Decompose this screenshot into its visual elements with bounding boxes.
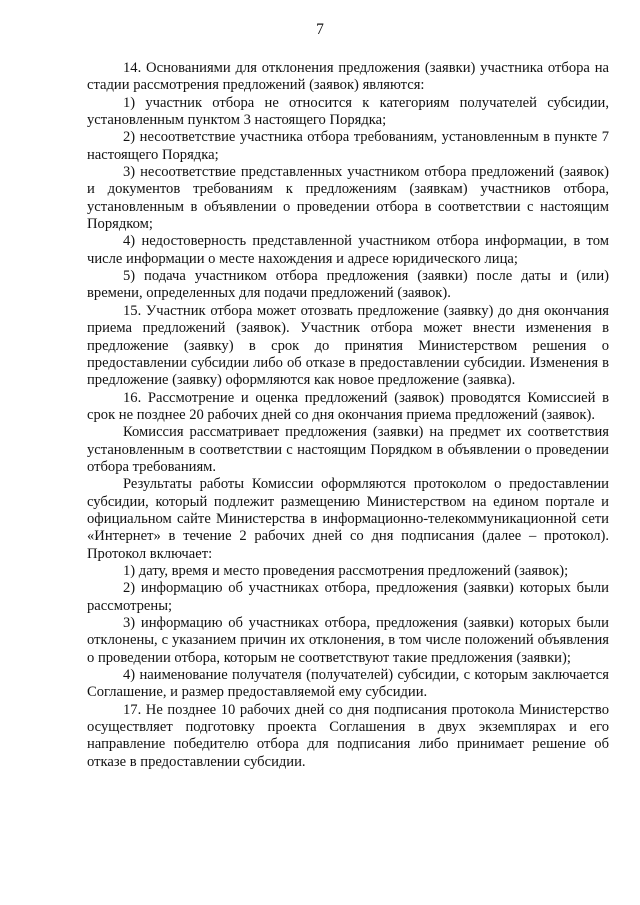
paragraph-16-protocol-results: Результаты работы Комиссии оформляются протоколом о предоставлении субсидии, который подлежит размещению Министерством на едином портале и официальном сайте Министерства в информационно-телекоммуникационной сети «Интернет» в течение 2 рабочих дней со дня подписания (далее – протокол). Протокол включает: bbox=[87, 476, 609, 562]
paragraph-14-item-5: 5) подача участником отбора предложения (заявки) после даты и (или) времени, определенных для подачи предложений (заявок). bbox=[87, 268, 609, 302]
protocol-item-3: 3) информацию об участниках отбора, предложения (заявки) которых были отклонены, с указанием причин их отклонения, в том числе положений объявления о проведении отбора, которым не соответствуют такие предложения (заявки); bbox=[87, 615, 609, 666]
paragraph-17: 17. Не позднее 10 рабочих дней со дня подписания протокола Министерство осуществляет подготовку проекта Соглашения в двух экземплярах и его направление победителю отбора для подписания либо принимает решение об отказе в предоставлении субсидии. bbox=[87, 701, 609, 770]
paragraph-16-commission-review: Комиссия рассматривает предложения (заявки) на предмет их соответствия установленным в соответствии с настоящим Порядком в объявлении о проведении отбора требованиям. bbox=[87, 424, 609, 475]
paragraph-16: 16. Рассмотрение и оценка предложений (заявок) проводятся Комиссией в срок не позднее 20 рабочих дней со дня окончания приема предложений (заявок). bbox=[87, 389, 609, 423]
paragraph-14-item-2: 2) несоответствие участника отбора требованиям, установленным в пункте 7 настоящего Порядка; bbox=[87, 129, 609, 163]
paragraph-14: 14. Основаниями для отклонения предложения (заявки) участника отбора на стадии рассмотрения предложений (заявок) являются: bbox=[87, 60, 609, 94]
paragraph-14-item-4: 4) недостоверность представленной участником отбора информации, в том числе информации о месте нахождения и адресе юридического лица; bbox=[87, 233, 609, 267]
document-body bbox=[87, 60, 609, 771]
protocol-item-4: 4) наименование получателя (получателей) субсидии, с которым заключается Соглашение, и размер предоставляемой ему субсидии. bbox=[87, 667, 609, 701]
paragraph-14-item-1: 1) участник отбора не относится к категориям получателей субсидии, установленным пунктом 3 настоящего Порядка; bbox=[87, 94, 609, 129]
protocol-item-1: 1) дату, время и место проведения рассмотрения предложений (заявок); bbox=[123, 562, 569, 579]
protocol-item-2: 2) информацию об участниках отбора, предложения (заявки) которых были рассмотрены; bbox=[87, 580, 609, 614]
paragraph-15: 15. Участник отбора может отозвать предложение (заявку) до дня окончания приема предложений (заявок). Участник отбора может внести изменения в предложение (заявку) в срок до принятия Министерством решения о предоставлении субсидии либо об отказе в предоставлении субсидии. Изменения в предложение (заявку) оформляются как новое предложение (заявка). bbox=[87, 302, 609, 389]
page-number: 7 bbox=[316, 21, 324, 38]
paragraph-14-item-3: 3) несоответствие представленных участником отбора предложений (заявок) и документов требованиям к предложениям (заявкам) участников отбора, установленным в объявлении о проведении отбора в соответствии с настоящим Порядком; bbox=[87, 164, 609, 233]
